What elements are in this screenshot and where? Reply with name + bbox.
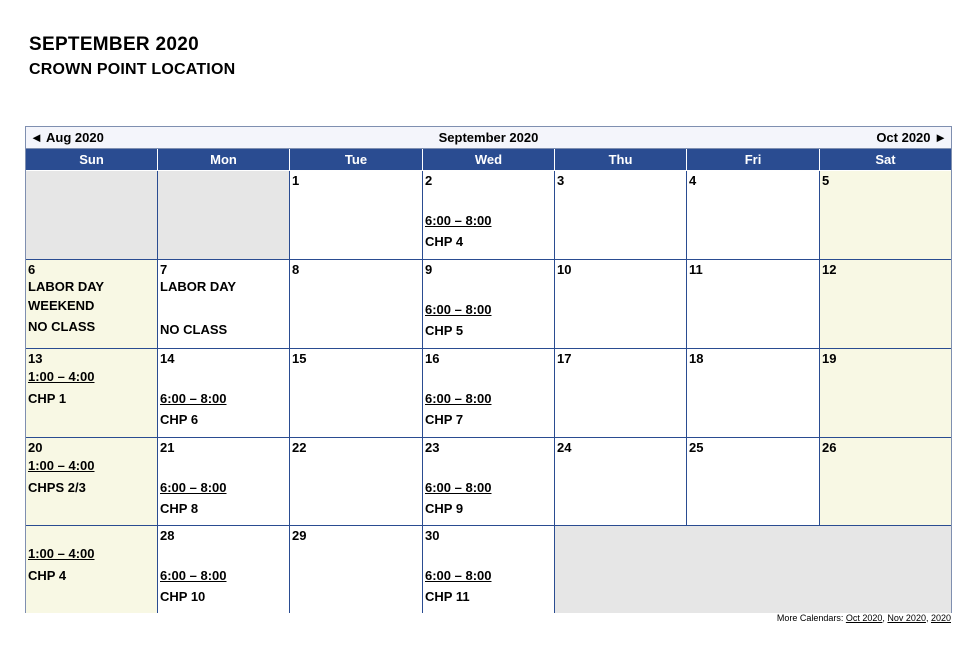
more-calendars-label: More Calendars: [776,613,846,623]
class-chapter: CHP 4 [28,568,67,583]
day-number: 9 [425,262,433,277]
day-number: 26 [822,440,837,455]
day-number: 21 [160,440,175,455]
day-cell [687,438,820,526]
day-cell [290,260,423,349]
day-cell [687,260,820,349]
day-note: LABOR DAY [160,279,237,294]
nov-2020-link[interactable]: Nov 2020 [887,613,926,623]
weekday-header-tue: Tue [290,149,423,170]
day-cell [687,171,820,260]
day-cell [423,349,555,438]
class-time: 6:00 – 8:00 [425,480,492,495]
day-cell [26,260,158,349]
class-chapter: CHP 8 [160,501,199,516]
day-cell [290,438,423,526]
day-number: 28 [160,528,175,543]
class-chapter: CHP 9 [425,501,464,516]
day-number: 4 [689,173,697,188]
day-cell [26,349,158,438]
day-number: 23 [425,440,440,455]
weekday-header-fri: Fri [687,149,820,170]
day-number: 20 [28,440,43,455]
day-number: 22 [292,440,307,455]
day-number: 8 [292,262,300,277]
day-number: 16 [425,351,440,366]
class-time: 6:00 – 8:00 [160,568,227,583]
day-number: 19 [822,351,837,366]
day-number: 11 [689,262,703,277]
day-note: NO CLASS [28,319,96,334]
day-cell [820,260,951,349]
day-cell [26,438,158,526]
day-cell [820,438,951,526]
day-number: 1 [292,173,300,188]
day-cell [158,349,290,438]
page-title: SEPTEMBER 2020 [29,34,199,55]
day-cell [290,349,423,438]
day-number: 15 [292,351,307,366]
weekday-header-wed: Wed [423,149,555,170]
empty-day-cell [555,526,951,613]
class-time: 6:00 – 8:00 [425,213,492,228]
day-number: 24 [557,440,572,455]
class-chapter: CHP 11 [425,589,470,604]
day-number: 14 [160,351,175,366]
day-cell [26,526,158,613]
day-cell [290,171,423,260]
day-number: 10 [557,262,572,277]
class-chapter: CHP 4 [425,234,464,249]
day-note: WEEKEND [28,298,95,313]
day-cell [820,171,951,260]
day-number: 5 [822,173,830,188]
class-chapter: CHPS 2/3 [28,480,86,495]
class-chapter: CHP 1 [28,391,67,406]
day-cell [820,349,951,438]
weekday-header-sun: Sun [26,149,158,170]
year-2020-link[interactable]: 2020 [930,613,951,623]
day-cell [555,260,687,349]
class-time: 6:00 – 8:00 [160,480,227,495]
day-cell [423,526,555,613]
empty-day-cell [26,171,158,260]
day-cell [423,171,555,260]
day-note: NO CLASS [160,322,228,337]
day-number: 13 [28,351,43,366]
day-number: 7 [160,262,168,277]
page-subtitle: CROWN POINT LOCATION [29,61,236,78]
calendar [25,126,952,613]
day-number: 17 [557,351,572,366]
day-cell [423,438,555,526]
class-time: 1:00 – 4:00 [28,546,95,561]
day-number: 6 [28,262,36,277]
class-time: 1:00 – 4:00 [28,458,95,473]
class-time: 1:00 – 4:00 [28,369,95,384]
prev-month-link[interactable]: ◄ Aug 2020 [30,130,104,145]
current-month-label: September 2020 [438,130,539,145]
more-calendars: More Calendars: Oct 2020, Nov 2020, 2020 [776,613,951,623]
class-time: 6:00 – 8:00 [160,391,227,406]
oct-2020-link[interactable]: Oct 2020 [845,613,883,623]
day-number: 29 [292,528,307,543]
day-cell [158,260,290,349]
day-number: 18 [689,351,704,366]
day-number: 3 [557,173,565,188]
weekday-header-mon: Mon [158,149,290,170]
day-cell [290,526,423,613]
next-month-link[interactable]: Oct 2020 ► [876,130,947,145]
class-chapter: CHP 6 [160,412,199,427]
empty-day-cell [158,171,290,260]
class-chapter: CHP 10 [160,589,206,604]
class-chapter: CHP 5 [425,323,464,338]
weekday-header-thu: Thu [555,149,687,170]
day-number: 2 [425,173,433,188]
day-number: 12 [822,262,837,277]
day-cell [158,438,290,526]
class-time: 6:00 – 8:00 [425,568,492,583]
day-note: LABOR DAY [28,279,105,294]
day-number: 30 [425,528,440,543]
class-time: 6:00 – 8:00 [425,391,492,406]
day-cell [158,526,290,613]
weekday-header-sat: Sat [820,149,951,170]
day-cell [555,438,687,526]
day-cell [555,171,687,260]
day-number: 25 [689,440,704,455]
day-cell [423,260,555,349]
day-cell [687,349,820,438]
class-time: 6:00 – 8:00 [425,302,492,317]
class-chapter: CHP 7 [425,412,464,427]
calendar-nav [26,127,951,149]
day-cell [555,349,687,438]
